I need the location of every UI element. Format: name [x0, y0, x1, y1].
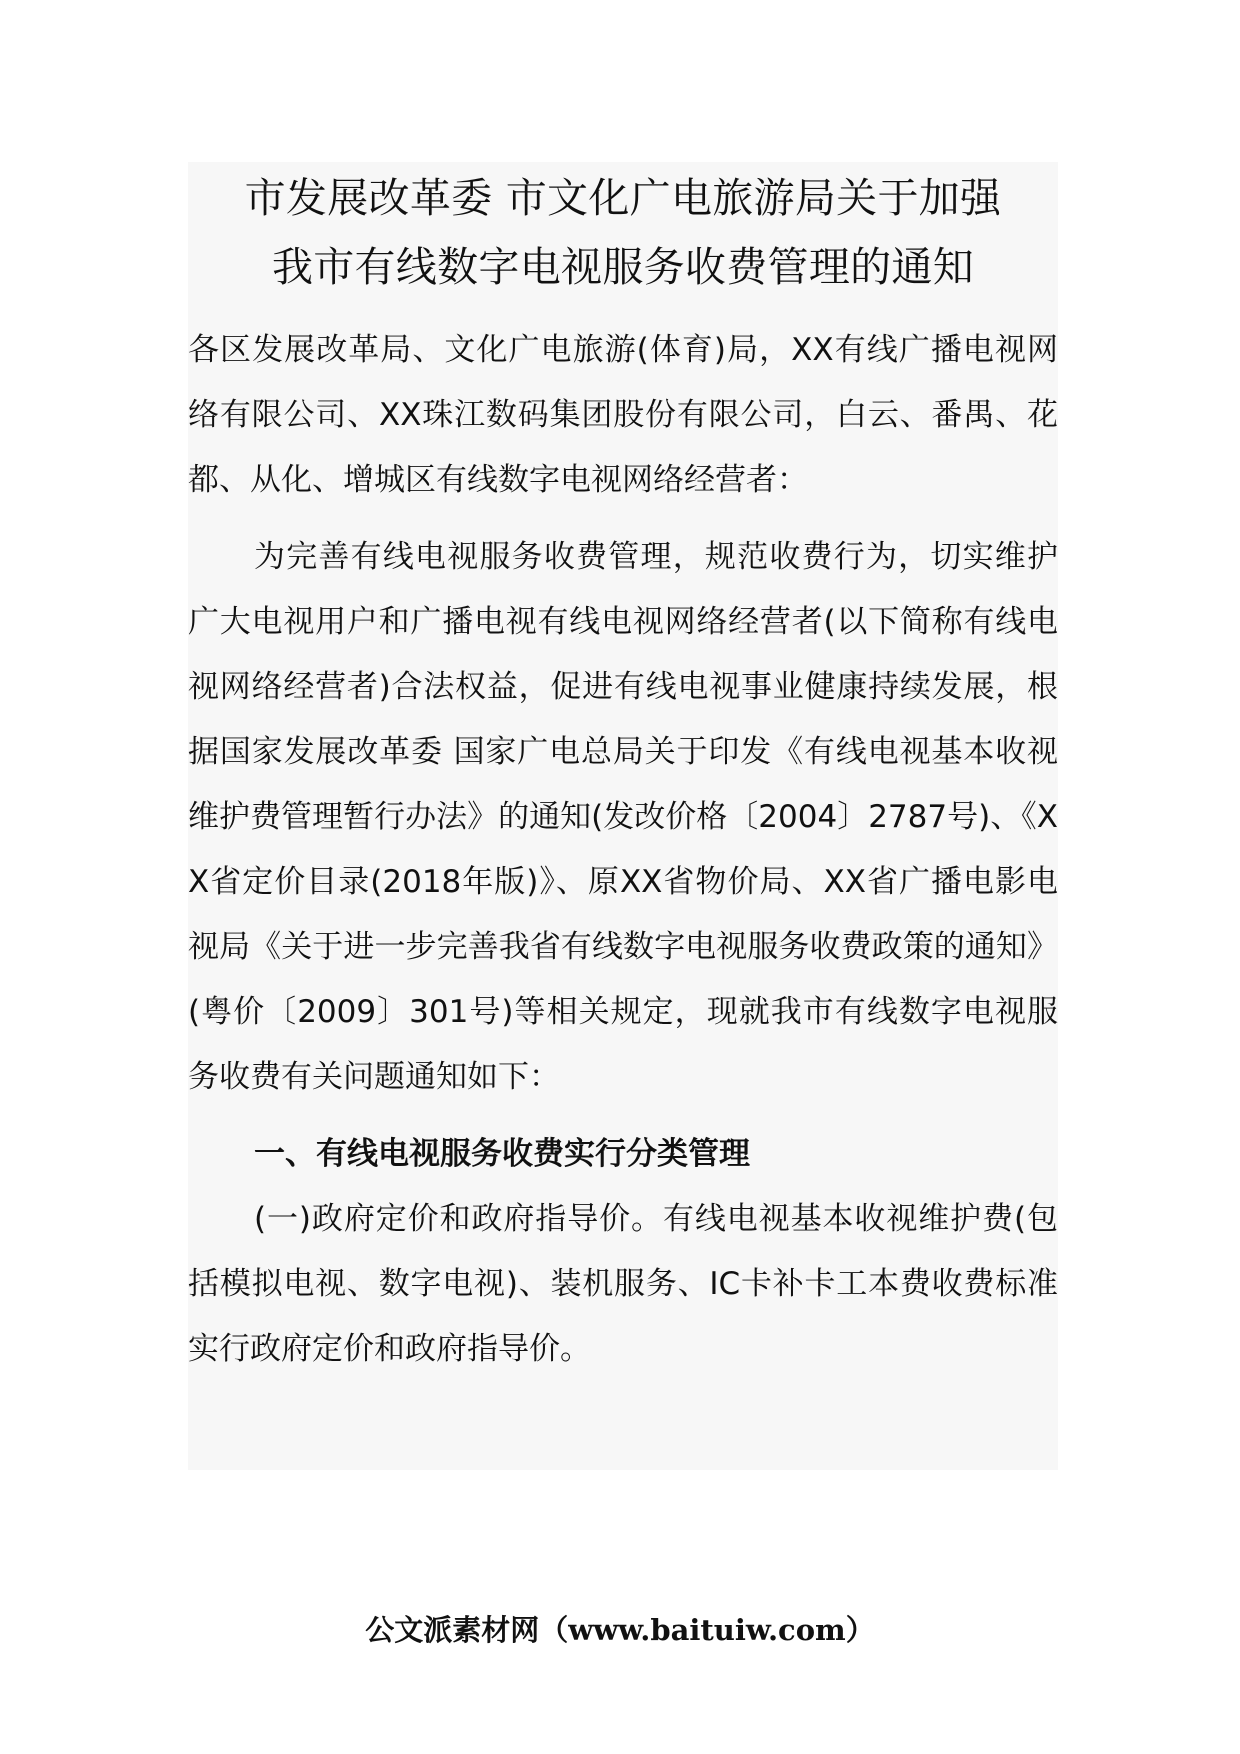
document-body — [188, 162, 1058, 1470]
title-line-2: 我市有线数字电视服务收费管理的通知 — [271, 243, 975, 291]
footer-source: 公文派素材网（www.baituiw.com） — [365, 1613, 875, 1647]
section-item-paragraph: (一)政府定价和政府指导价。有线电视基本收视维护费(包括模拟电视、数字电视)、装机服务、IC卡补卡工本费收费标准实行政府定价和政府指导价。 — [188, 1201, 1058, 1367]
addressee-paragraph: 各区发展改革局、文化广电旅游(体育)局，XX有线广播电视网络有限公司、XX珠江数码集团股份有限公司，白云、番禺、花都、从化、增城区有线数字电视网络经营者： — [188, 332, 1058, 498]
title-line-1: 市发展改革委 市文化广电旅游局关于加强 — [244, 174, 1002, 222]
document-title — [188, 164, 1058, 302]
section-heading: 一、有线电视服务收费实行分类管理 — [254, 1136, 750, 1172]
intro-paragraph: 为完善有线电视服务收费管理，规范收费行为，切实维护广大电视用户和广播电视有线电视网络经营者(以下简称有线电视网络经营者)合法权益，促进有线电视事业健康持续发展，根据国家发展改革委 国家广电总局关于印发《有线电视基本收视维护费管理暂行办法》的通知(发改价格〔2004〕2787号)、《XX省定价目录(2018年版)》、原XX省物价局、XX省广播电影电视局《关于进一步完善我省有线数字电视服务收费政策的通知》(粤价〔2009〕301号)等相关规定，现就我市有线数字电视服务收费有关问题通知如下： — [188, 539, 1058, 1095]
